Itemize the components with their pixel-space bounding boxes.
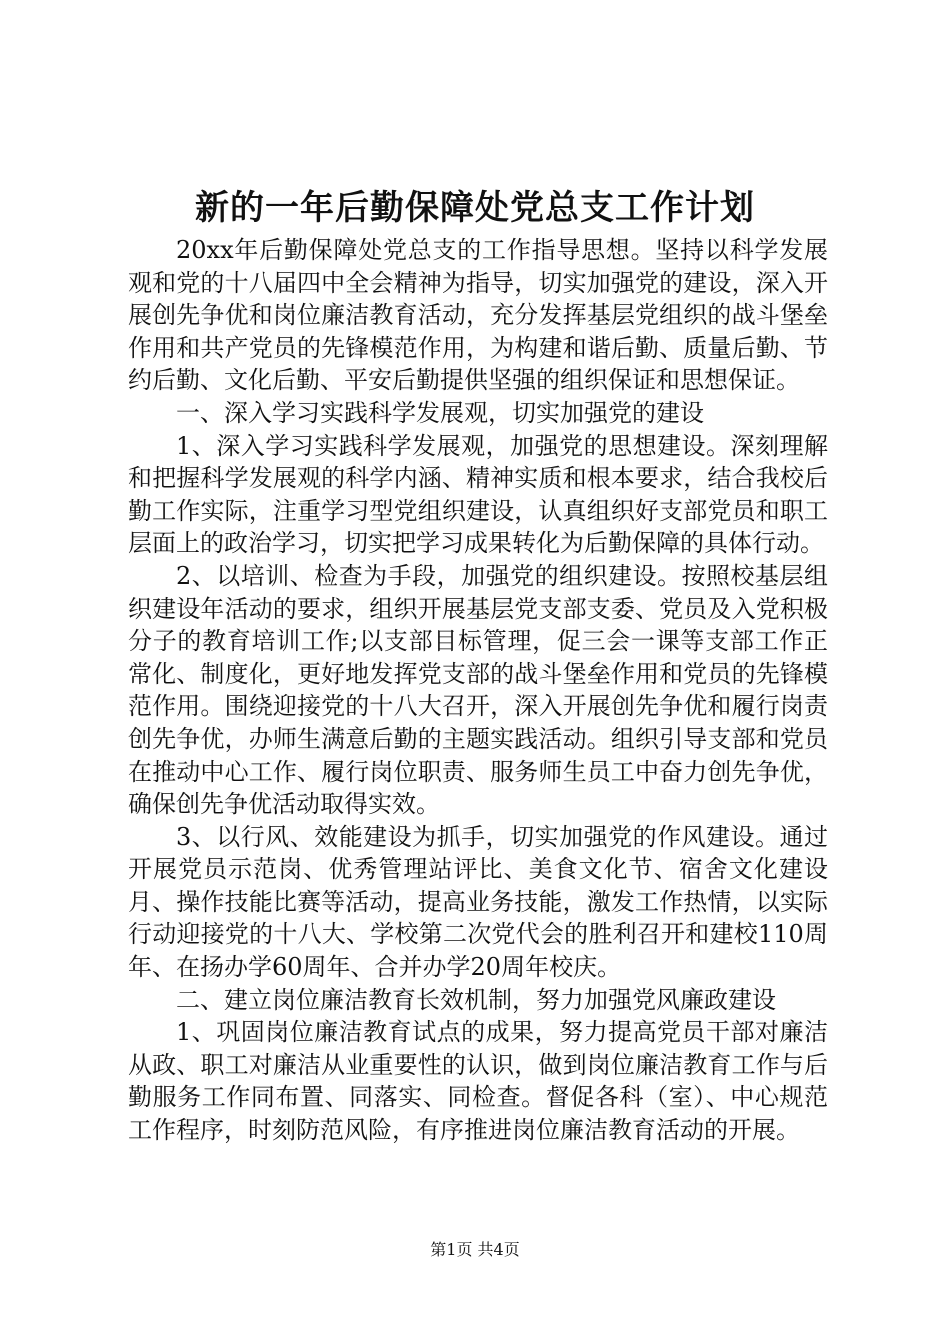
paragraph-guiding-thought: 20xx年后勤保障处党总支的工作指导思想。坚持以科学发展观和党的十八届四中全会精神为指导，切实加强党的建设，深入开展创先争优和岗位廉洁教育活动，充分发挥基层党组织的战斗堡垒作用和共产党员的先锋模范作用，为构建和谐后勤、质量后勤、节约后勤、文化后勤、平安后勤提供坚强的组织保证和思想保证。 [128, 236, 828, 395]
document-title: 新的一年后勤保障处党总支工作计划 [195, 188, 755, 228]
page-number-footer: 第1页 共4页 [430, 1240, 520, 1259]
paragraph-1-3: 3、以行风、效能建设为抓手，切实加强党的作风建设。通过开展党员示范岗、优秀管理站评比、美食文化节、宿舍文化建设月、操作技能比赛等活动，提高业务技能，激发工作热情，以实际行动迎接党的十八大、学校第二次党代会的胜利召开和建校110周年、在扬办学60周年、合并办学20周年校庆。 [128, 822, 828, 982]
paragraph-1-2: 2、以培训、检查为手段，加强党的组织建设。按照校基层组织建设年活动的要求，组织开展基层党支部支委、党员及入党积极分子的教育培训工作;以支部目标管理，促三会一课等支部工作正常化、制度化，更好地发挥党支部的战斗堡垒作用和党员的先锋模范作用。围绕迎接党的十八大召开，深入开展创先争优和履行岗责创先争优，办师生满意后勤的主题实践活动。组织引导支部和党员在推动中心工作、履行岗位职责、服务师生员工中奋力创先争优，确保创先争优活动取得实效。 [128, 561, 828, 819]
paragraph-2-1: 1、巩固岗位廉洁教育试点的成果，努力提高党员干部对廉洁从政、职工对廉洁从业重要性的认识，做到岗位廉洁教育工作与后勤服务工作同布置、同落实、同检查。督促各科（室）、中心规范工作程序，时刻防范风险，有序推进岗位廉洁教育活动的开展。 [128, 1018, 828, 1145]
document-body [128, 234, 828, 1147]
paragraph-1-1: 1、深入学习实践科学发展观，加强党的思想建设。深刻理解和把握科学发展观的科学内涵、精神实质和根本要求，结合我校后勤工作实际，注重学习型党组织建设，认真组织好支部党员和职工层面上的政治学习，切实把学习成果转化为后勤保障的具体行动。 [128, 431, 828, 558]
section-heading-2: 二、建立岗位廉洁教育长效机制，努力加强党风廉政建设 [176, 985, 776, 1014]
section-heading-1: 一、深入学习实践科学发展观，切实加强党的建设 [176, 398, 704, 427]
